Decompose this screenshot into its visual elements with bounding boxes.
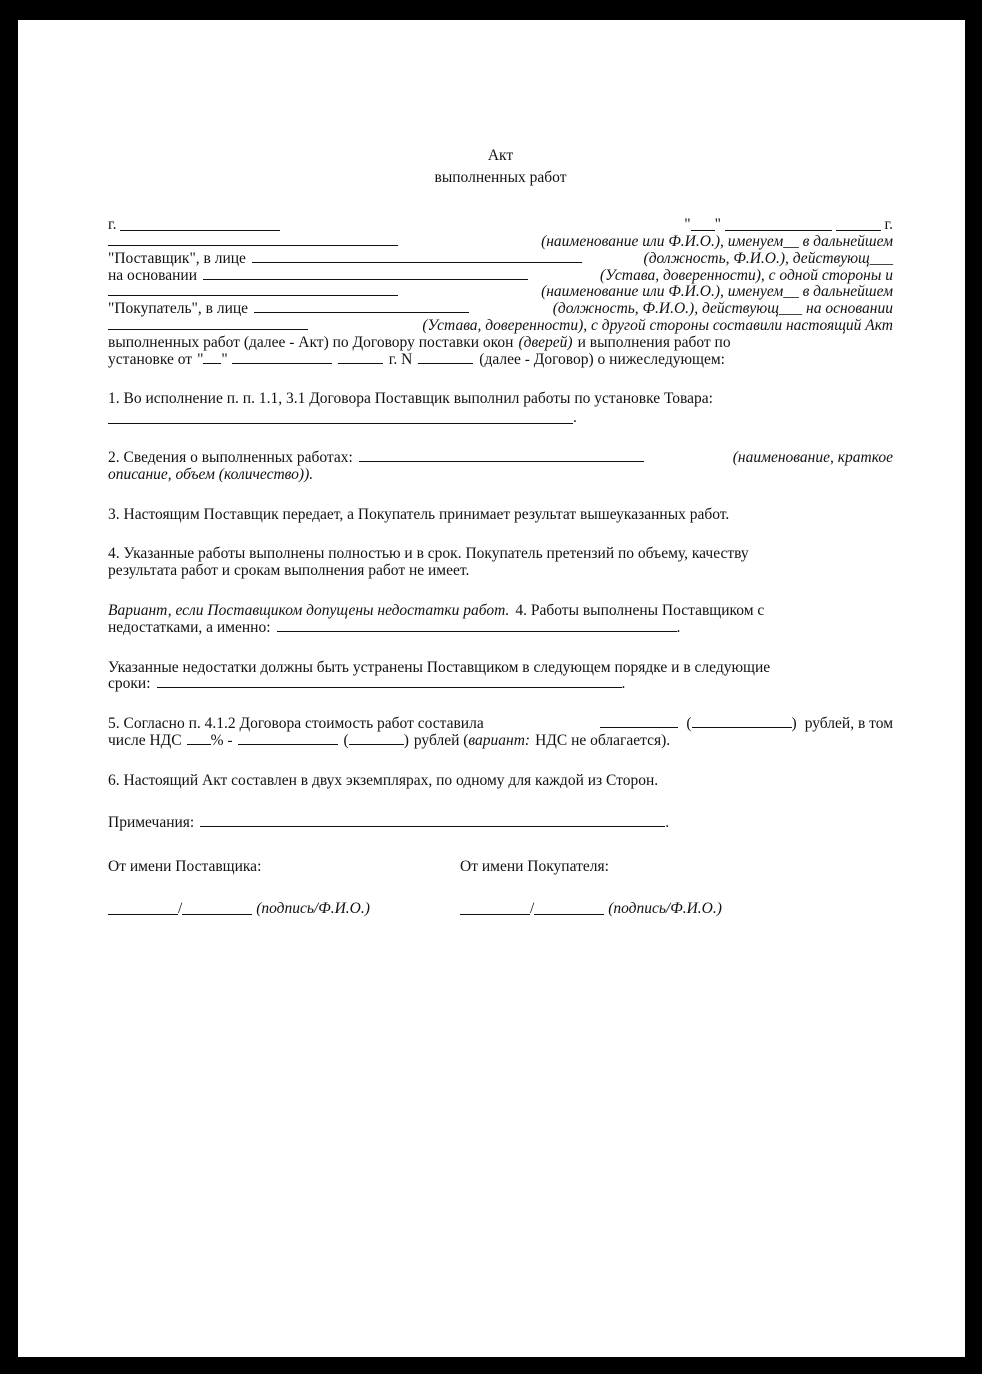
buyer-name-rule[interactable]	[108, 284, 398, 296]
clause-2-note-a: (наименование, краткое	[732, 448, 893, 466]
contract-tail-text: (далее - Договор) о нижеследующем:	[479, 350, 725, 368]
notes-row	[108, 815, 893, 832]
supplier-basis-label: на основании	[108, 266, 197, 284]
buyer-label: "Покупатель", в лице	[108, 300, 249, 318]
clause-2-line-1	[108, 450, 893, 467]
install-quote-open: "	[197, 350, 204, 368]
page-title: Акт	[487, 147, 514, 164]
buyer-signature-heading: От имени Покупателя:	[460, 858, 609, 876]
install-day-rule[interactable]	[203, 352, 221, 364]
date-field	[684, 216, 893, 234]
clause-2-label: 2. Сведения о выполненных работах:	[108, 448, 353, 466]
clause-5-tail-a: рублей, в том	[804, 715, 893, 733]
preamble-line-1	[108, 234, 893, 251]
supplier-signature-heading: От имени Поставщика:	[108, 858, 262, 876]
variant-defects-period: .	[676, 618, 681, 636]
clause-5-amount-rule[interactable]	[600, 716, 678, 728]
defects-terms-period: .	[621, 675, 626, 693]
city-field	[108, 216, 280, 234]
contract-number-rule[interactable]	[418, 352, 473, 364]
preamble-line-7	[108, 335, 893, 352]
preamble-line-6	[108, 318, 893, 335]
notes-period: .	[665, 813, 670, 831]
preamble-line-2-note: (должность, Ф.И.О.), действующ___	[643, 249, 893, 267]
clause-1-rule[interactable]	[108, 412, 573, 424]
preamble-line-6-note: (Устава, доверенности), с другой стороны составили настоящий Акт	[422, 316, 893, 334]
buyer-slash: /	[530, 900, 535, 918]
notes-label: Примечания:	[108, 813, 195, 831]
defects-terms-rule[interactable]	[157, 676, 622, 688]
variant-line-2	[108, 620, 893, 637]
clause-6-text: 6. Настоящий Акт составлен в двух экземплярах, по одному для каждой из Сторон.	[108, 771, 659, 789]
clause-4-text-b: результата работ и срокам выполнения работ не имеет.	[108, 562, 470, 580]
supplier-slash: /	[178, 900, 183, 918]
clause-5-amount-words-rule[interactable]	[692, 716, 792, 728]
preamble-line-2	[108, 251, 893, 268]
clause-5-vat-label: числе НДС	[108, 731, 182, 749]
buyer-signature-rule[interactable]	[460, 903, 530, 915]
defects-line-2	[108, 676, 893, 693]
variant-defects-label: недостатками, а именно:	[108, 618, 271, 636]
clause-5-paren-open: (	[686, 715, 692, 733]
defects-line-1: Указанные недостатки должны быть устранены Поставщиком в следующем порядке и в следующие	[108, 658, 771, 676]
clause-1-period: .	[573, 409, 577, 427]
document-title-block	[108, 145, 893, 189]
defects-terms-label: сроки:	[108, 675, 151, 693]
date-quote-open: "	[684, 216, 691, 233]
contract-text-b: и выполнения работ по	[577, 333, 731, 351]
supplier-signature-rule[interactable]	[108, 903, 178, 915]
clause-5-label: 5. Согласно п. 4.1.2 Договора стоимость работ составила	[108, 715, 484, 733]
city-blank-rule[interactable]	[120, 219, 280, 231]
preamble-line-5	[108, 301, 893, 318]
install-quote-close: "	[221, 350, 228, 368]
clause-4-text-a: 4. Указанные работы выполнены полностью и в срок. Покупатель претензий по объему, качеству	[108, 545, 749, 563]
clause-3-text: 3. Настоящим Поставщик передает, а Покупатель принимает результат вышеуказанных работ.	[108, 505, 730, 523]
date-year-rule[interactable]	[836, 219, 881, 231]
notes-rule[interactable]	[200, 815, 665, 827]
preamble-line-8	[108, 352, 893, 369]
signature-headings-row	[108, 858, 893, 876]
supplier-basis-rule[interactable]	[203, 268, 528, 280]
variant-italic-label: Вариант, если Поставщиком допущены недостатки работ.	[108, 601, 510, 619]
buyer-signature-field	[460, 900, 722, 918]
clause-5-vat-amount-rule[interactable]	[238, 733, 338, 745]
supplier-signature-field	[108, 900, 460, 918]
buyer-basis-rule[interactable]	[108, 318, 308, 330]
buyer-signature-caption: (подпись/Ф.И.О.)	[608, 900, 722, 918]
preamble-line-3	[108, 268, 893, 285]
clause-5-paren-close: )	[791, 715, 797, 733]
city-date-row	[108, 216, 893, 234]
contract-doors-note: (дверей)	[518, 333, 573, 351]
clause-1-text: 1. Во исполнение п. п. 1.1, 3.1 Договора Поставщик выполнил работы по установке Товара:	[108, 390, 713, 408]
supplier-representative-rule[interactable]	[252, 251, 582, 263]
clause-2-note-b: описание, объем (количество)).	[108, 465, 314, 483]
install-month-rule[interactable]	[232, 352, 332, 364]
buyer-representative-rule[interactable]	[254, 301, 469, 313]
supplier-fullname-rule[interactable]	[182, 903, 252, 915]
variant-line-1	[108, 603, 893, 620]
page-subtitle: выполненных работ	[434, 169, 567, 186]
preamble-line-3-note: (Устава, доверенности), с одной стороны и	[599, 266, 893, 284]
signature-lines-row	[108, 900, 893, 918]
document-body	[108, 145, 893, 918]
clause-5-vat-paren-open: (	[343, 731, 349, 749]
document-page	[18, 20, 965, 1357]
clause-5-tail-b: рублей (	[413, 731, 469, 749]
install-year-rule[interactable]	[338, 352, 383, 364]
preamble-line-5-note: (должность, Ф.И.О.), действующ___ на основании	[552, 300, 893, 318]
preamble-block	[108, 234, 893, 368]
contract-number-label: г. N	[388, 350, 413, 368]
clause-2-rule[interactable]	[359, 450, 644, 462]
install-date-label: установке от	[108, 350, 193, 368]
clause-1-fill-row	[108, 410, 893, 427]
preamble-line-4	[108, 284, 893, 301]
supplier-label: "Поставщик", в лице	[108, 249, 246, 267]
contract-text-a: выполненных работ (далее - Акт) по Договору поставки окон	[108, 333, 514, 351]
clause-5-vat-words-rule[interactable]	[349, 733, 404, 745]
date-suffix-label: г.	[884, 216, 893, 233]
clause-5-vat-paren-close: )	[403, 731, 409, 749]
preamble-line-1-note: (наименование или Ф.И.О.), именуем__ в дальнейшем	[541, 233, 893, 250]
clause-5-line-2	[108, 733, 893, 750]
supplier-name-rule[interactable]	[108, 234, 398, 246]
date-month-rule[interactable]	[725, 219, 832, 231]
date-quote-close: "	[714, 216, 721, 233]
variant-rest-text: 4. Работы выполнены Поставщиком с	[515, 601, 765, 619]
clause-5-vat-rate-rule[interactable]	[187, 733, 211, 745]
clause-5-tail-c: НДС не облагается).	[535, 731, 671, 749]
buyer-fullname-rule[interactable]	[534, 903, 604, 915]
clause-5-line-1	[108, 716, 893, 733]
clause-5-vat-pct: % -	[210, 731, 233, 749]
preamble-line-4-note: (наименование или Ф.И.О.), именуем__ в дальнейшем	[541, 283, 893, 301]
date-day-rule[interactable]	[691, 219, 715, 231]
variant-defects-rule[interactable]	[277, 620, 677, 632]
city-prefix-label: г.	[108, 216, 117, 233]
clause-5-variant-label: вариант:	[468, 731, 531, 749]
supplier-signature-caption: (подпись/Ф.И.О.)	[256, 900, 370, 918]
clause-4-line-1	[108, 546, 893, 563]
